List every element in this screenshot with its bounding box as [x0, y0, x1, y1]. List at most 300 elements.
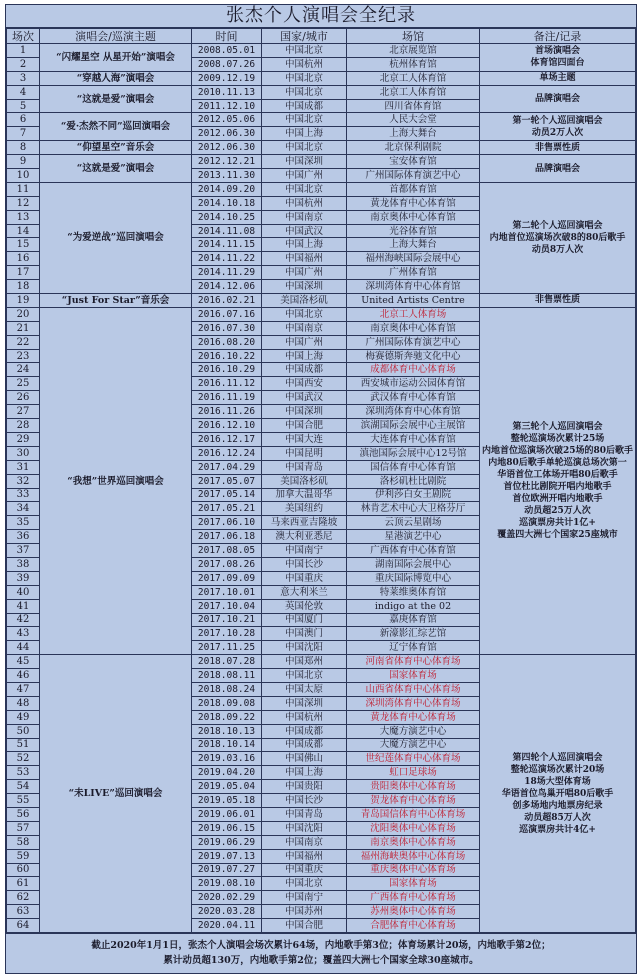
show-venue: 南京奥体中心体育场 [347, 835, 480, 849]
show-date: 2016.07.30 [192, 321, 262, 335]
show-city: 中国上海 [262, 127, 347, 141]
show-number: 18 [7, 280, 40, 294]
table-row [7, 307, 636, 321]
show-city: 中国重庆 [262, 571, 347, 585]
show-city: 中国南宁 [262, 891, 347, 905]
show-number: 53 [7, 766, 40, 780]
show-city: 中国上海 [262, 766, 347, 780]
show-city: 加拿大温哥华 [262, 488, 347, 502]
show-city: 中国昆明 [262, 446, 347, 460]
show-venue: 黄龙体育中心体育馆 [347, 196, 480, 210]
show-date: 2014.10.25 [192, 210, 262, 224]
show-date: 2014.11.08 [192, 224, 262, 238]
show-date: 2018.08.11 [192, 669, 262, 683]
show-venue: 世纪莲体育中心体育场 [347, 752, 480, 766]
show-date: 2018.07.28 [192, 655, 262, 669]
show-venue: 重庆国际博览中心 [347, 571, 480, 585]
show-city: 中国厦门 [262, 613, 347, 627]
show-date: 2010.11.13 [192, 85, 262, 99]
show-date: 2019.08.10 [192, 877, 262, 891]
show-city: 中国武汉 [262, 224, 347, 238]
header-no: 场次 [7, 29, 40, 44]
show-number: 29 [7, 432, 40, 446]
show-city: 中国杭州 [262, 710, 347, 724]
show-date: 2017.08.26 [192, 557, 262, 571]
table-row [7, 85, 636, 99]
show-date: 2019.05.04 [192, 780, 262, 794]
show-venue: 新濠影汇综艺馆 [347, 627, 480, 641]
show-number: 33 [7, 488, 40, 502]
record-notes: 第四轮个人巡回演唱会 整轮巡演场次累计20场 18场大型体育场 华语首位鸟巢开唱80后歌手 创多场地内地票房纪录 动员超85万人次 巡演票房共计4亿+ [480, 655, 636, 933]
show-date: 2017.11.25 [192, 641, 262, 655]
show-city: 中国澳门 [262, 627, 347, 641]
record-notes: 单场主题 [480, 71, 636, 85]
show-city: 中国重庆 [262, 863, 347, 877]
show-number: 28 [7, 419, 40, 433]
show-date: 2017.10.01 [192, 585, 262, 599]
show-venue: 成都体育中心体育场 [347, 363, 480, 377]
show-venue: 贵阳奥体中心体育场 [347, 780, 480, 794]
show-number: 4 [7, 85, 40, 99]
show-venue: 滇池国际会展中心12号馆 [347, 446, 480, 460]
show-number: 7 [7, 127, 40, 141]
show-city: 中国深圳 [262, 405, 347, 419]
record-notes: 第一轮个人巡回演唱会 动员2万人次 [480, 113, 636, 141]
show-city: 中国沈阳 [262, 641, 347, 655]
show-date: 2019.05.18 [192, 794, 262, 808]
show-number: 11 [7, 182, 40, 196]
concert-theme: “闪耀星空 从星开始”演唱会 [40, 44, 192, 72]
show-venue: 嘉庚体育馆 [347, 613, 480, 627]
show-date: 2017.05.21 [192, 502, 262, 516]
show-city: 中国大连 [262, 432, 347, 446]
concert-theme: “未LIVE”巡回演唱会 [40, 655, 192, 933]
header-date: 时间 [192, 29, 262, 44]
show-number: 34 [7, 502, 40, 516]
show-venue: 虹口足球场 [347, 766, 480, 780]
show-date: 2016.07.16 [192, 307, 262, 321]
show-venue: 广州国际体育演艺中心 [347, 335, 480, 349]
show-date: 2016.12.10 [192, 419, 262, 433]
show-number: 57 [7, 821, 40, 835]
show-city: 英国伦敦 [262, 599, 347, 613]
show-date: 2016.10.22 [192, 349, 262, 363]
concert-record-table-card [5, 4, 637, 974]
show-venue: 合肥体育中心体育场 [347, 919, 480, 933]
show-venue: 深圳湾体育中心体育场 [347, 696, 480, 710]
show-city: 中国杭州 [262, 196, 347, 210]
show-date: 2012.12.21 [192, 155, 262, 169]
show-city: 中国北京 [262, 71, 347, 85]
show-city: 中国佛山 [262, 752, 347, 766]
show-venue: 武汉体育中心体育馆 [347, 391, 480, 405]
show-date: 2019.04.20 [192, 766, 262, 780]
show-date: 2014.11.15 [192, 238, 262, 252]
show-venue: 重庆奥体中心体育场 [347, 863, 480, 877]
show-city: 美国纽约 [262, 502, 347, 516]
show-venue: 河南省体育中心体育场 [347, 655, 480, 669]
table-row [7, 113, 636, 127]
show-venue: 宝安体育馆 [347, 155, 480, 169]
show-date: 2016.12.17 [192, 432, 262, 446]
show-city: 中国青岛 [262, 460, 347, 474]
show-number: 2 [7, 57, 40, 71]
show-number: 39 [7, 571, 40, 585]
show-number: 20 [7, 307, 40, 321]
show-city: 中国南京 [262, 321, 347, 335]
show-number: 12 [7, 196, 40, 210]
show-venue: 光谷体育馆 [347, 224, 480, 238]
show-city: 中国深圳 [262, 696, 347, 710]
show-venue: 大连体育中心体育馆 [347, 432, 480, 446]
show-number: 56 [7, 807, 40, 821]
show-city: 中国成都 [262, 724, 347, 738]
show-number: 17 [7, 266, 40, 280]
show-venue: 西安城市运动公园体育馆 [347, 377, 480, 391]
show-venue: 福州海峡国际会展中心 [347, 252, 480, 266]
show-number: 58 [7, 835, 40, 849]
show-number: 15 [7, 238, 40, 252]
show-venue: 首都体育馆 [347, 182, 480, 196]
show-number: 44 [7, 641, 40, 655]
show-city: 中国长沙 [262, 794, 347, 808]
show-city: 中国合肥 [262, 419, 347, 433]
show-venue: 大魔方演艺中心 [347, 738, 480, 752]
show-venue: 国家体育场 [347, 877, 480, 891]
show-number: 59 [7, 849, 40, 863]
show-city: 中国成都 [262, 738, 347, 752]
show-venue: 山西省体育中心体育场 [347, 682, 480, 696]
concert-theme: “仰望星空”音乐会 [40, 141, 192, 155]
show-number: 62 [7, 891, 40, 905]
header-theme: 演唱会/巡演主题 [40, 29, 192, 44]
show-number: 49 [7, 710, 40, 724]
show-date: 2008.07.26 [192, 57, 262, 71]
show-number: 1 [7, 44, 40, 58]
table-row [7, 141, 636, 155]
show-venue: 人民大会堂 [347, 113, 480, 127]
show-date: 2017.06.10 [192, 516, 262, 530]
show-venue: 北京展览馆 [347, 44, 480, 58]
show-date: 2017.05.07 [192, 474, 262, 488]
show-city: 中国合肥 [262, 919, 347, 933]
show-city: 中国广州 [262, 169, 347, 183]
show-date: 2013.11.30 [192, 169, 262, 183]
show-city: 中国南宁 [262, 544, 347, 558]
show-number: 50 [7, 724, 40, 738]
table-row [7, 294, 636, 308]
show-date: 2017.10.28 [192, 627, 262, 641]
show-venue: 洛杉矶杜比剧院 [347, 474, 480, 488]
show-date: 2017.05.14 [192, 488, 262, 502]
show-number: 38 [7, 557, 40, 571]
show-date: 2009.12.19 [192, 71, 262, 85]
show-date: 2012.05.06 [192, 113, 262, 127]
show-city: 中国福州 [262, 252, 347, 266]
show-number: 55 [7, 794, 40, 808]
show-city: 中国深圳 [262, 280, 347, 294]
show-number: 27 [7, 405, 40, 419]
record-notes: 品牌演唱会 [480, 155, 636, 183]
show-city: 中国长沙 [262, 557, 347, 571]
show-city: 中国太原 [262, 682, 347, 696]
show-city: 中国北京 [262, 307, 347, 321]
show-date: 2018.09.08 [192, 696, 262, 710]
show-number: 19 [7, 294, 40, 308]
show-city: 中国南京 [262, 210, 347, 224]
show-city: 中国南京 [262, 835, 347, 849]
record-notes: 首场演唱会 体育馆四面台 [480, 44, 636, 72]
show-number: 47 [7, 682, 40, 696]
show-number: 64 [7, 919, 40, 933]
show-number: 5 [7, 99, 40, 113]
show-date: 2014.11.29 [192, 266, 262, 280]
show-venue: 大魔方演艺中心 [347, 724, 480, 738]
show-city: 中国西安 [262, 377, 347, 391]
show-city: 中国北京 [262, 113, 347, 127]
header-row [7, 29, 636, 44]
show-city: 中国北京 [262, 669, 347, 683]
table-row [7, 655, 636, 669]
concert-theme: “Just For Star”音乐会 [40, 294, 192, 308]
record-notes: 第二轮个人巡回演唱会 内地首位巡演场次破8的80后歌手 动员8万人次 [480, 182, 636, 293]
show-number: 52 [7, 752, 40, 766]
show-date: 2012.06.30 [192, 127, 262, 141]
show-number: 45 [7, 655, 40, 669]
show-date: 2016.10.29 [192, 363, 262, 377]
show-venue: 星港演艺中心 [347, 530, 480, 544]
show-number: 37 [7, 544, 40, 558]
show-city: 中国北京 [262, 141, 347, 155]
show-date: 2012.06.30 [192, 141, 262, 155]
show-date: 2011.12.10 [192, 99, 262, 113]
show-number: 24 [7, 363, 40, 377]
concert-theme: “穿越人海”演唱会 [40, 71, 192, 85]
show-venue: 湖南国际会展中心 [347, 557, 480, 571]
show-venue: 梅赛德斯奔驰文化中心 [347, 349, 480, 363]
show-venue: 北京工人体育馆 [347, 85, 480, 99]
show-date: 2019.07.13 [192, 849, 262, 863]
show-date: 2014.12.06 [192, 280, 262, 294]
show-number: 36 [7, 530, 40, 544]
table-body [7, 44, 636, 933]
show-number: 3 [7, 71, 40, 85]
show-number: 61 [7, 877, 40, 891]
show-date: 2017.06.18 [192, 530, 262, 544]
show-number: 40 [7, 585, 40, 599]
record-notes: 品牌演唱会 [480, 85, 636, 113]
show-venue: 南京奥体中心体育馆 [347, 321, 480, 335]
show-number: 16 [7, 252, 40, 266]
show-city: 中国苏州 [262, 905, 347, 919]
show-number: 26 [7, 391, 40, 405]
show-date: 2019.03.16 [192, 752, 262, 766]
show-venue: 云顶云星剧场 [347, 516, 480, 530]
record-notes: 第三轮个人巡回演唱会 整轮巡演场次累计25场 内地首位巡演场次破25场的80后歌手 内地80后歌手单轮巡演总场次第一 华语首位工体场开唱80后歌手 首位杜比剧院开唱内地歌手 首位欧洲开唱内地歌手 动员超25万人次 巡演票房共计1亿+ 覆盖四大洲七个国家25座城市 [480, 307, 636, 654]
show-number: 41 [7, 599, 40, 613]
show-venue: 杭州体育馆 [347, 57, 480, 71]
summary-line-2: 累计动员超130万，内地歌手第2位；覆盖四大洲七个国家全球30座城市。 [163, 955, 479, 966]
show-city: 美国洛杉矶 [262, 474, 347, 488]
show-venue: 滨湖国际会展中心主展馆 [347, 419, 480, 433]
show-date: 2016.08.20 [192, 335, 262, 349]
show-date: 2019.07.27 [192, 863, 262, 877]
show-city: 中国郑州 [262, 655, 347, 669]
show-venue: 上海大舞台 [347, 238, 480, 252]
show-date: 2018.10.13 [192, 724, 262, 738]
show-venue: 四川省体育馆 [347, 99, 480, 113]
summary-footer [6, 933, 636, 973]
show-date: 2017.10.21 [192, 613, 262, 627]
show-city: 中国贵阳 [262, 780, 347, 794]
show-venue: 北京工人体育场 [347, 307, 480, 321]
show-city: 中国深圳 [262, 155, 347, 169]
concert-table [6, 28, 636, 933]
show-venue: 林肯艺术中心大卫格芬厅 [347, 502, 480, 516]
show-number: 48 [7, 696, 40, 710]
show-city: 中国上海 [262, 349, 347, 363]
show-number: 31 [7, 460, 40, 474]
show-date: 2020.04.11 [192, 919, 262, 933]
show-venue: indigo at the 02 [347, 599, 480, 613]
page-title: 张杰个人演唱会全纪录 [6, 5, 636, 28]
show-number: 30 [7, 446, 40, 460]
show-number: 14 [7, 224, 40, 238]
concert-theme: “为爱逆战”巡回演唱会 [40, 182, 192, 293]
show-city: 中国上海 [262, 238, 347, 252]
show-date: 2008.05.01 [192, 44, 262, 58]
show-date: 2020.02.29 [192, 891, 262, 905]
show-date: 2016.02.21 [192, 294, 262, 308]
show-city: 中国青岛 [262, 807, 347, 821]
show-venue: 特莱维奥体育馆 [347, 585, 480, 599]
show-venue: 深圳湾体育中心体育馆 [347, 405, 480, 419]
summary-line-1: 截止2020年1月1日，张杰个人演唱会场次累计64场，内地歌手第3位；体育场累计20场，内地歌手第2位； [91, 940, 551, 951]
record-notes: 非售票性质 [480, 294, 636, 308]
show-number: 9 [7, 155, 40, 169]
show-date: 2016.12.24 [192, 446, 262, 460]
show-date: 2018.08.24 [192, 682, 262, 696]
show-venue: 贺龙体育中心体育场 [347, 794, 480, 808]
concert-theme: “这就是爱”演唱会 [40, 155, 192, 183]
show-city: 马来西亚吉隆坡 [262, 516, 347, 530]
show-venue: 青岛国信体育中心体育场 [347, 807, 480, 821]
header-venue: 场馆 [347, 29, 480, 44]
show-number: 32 [7, 474, 40, 488]
record-notes: 非售票性质 [480, 141, 636, 155]
show-number: 6 [7, 113, 40, 127]
show-venue: 深圳湾体育中心体育馆 [347, 280, 480, 294]
show-number: 22 [7, 335, 40, 349]
show-date: 2016.11.26 [192, 405, 262, 419]
show-venue: 北京保利剧院 [347, 141, 480, 155]
show-number: 42 [7, 613, 40, 627]
show-city: 中国北京 [262, 182, 347, 196]
show-number: 51 [7, 738, 40, 752]
show-number: 35 [7, 516, 40, 530]
concert-theme: “我想”世界巡回演唱会 [40, 307, 192, 654]
show-city: 中国武汉 [262, 391, 347, 405]
show-number: 13 [7, 210, 40, 224]
show-venue: United Artists Centre [347, 294, 480, 308]
show-venue: 广西体育中心体育馆 [347, 544, 480, 558]
show-city: 中国沈阳 [262, 821, 347, 835]
show-date: 2018.09.22 [192, 710, 262, 724]
show-venue: 广西体育中心体育场 [347, 891, 480, 905]
show-city: 中国福州 [262, 849, 347, 863]
show-date: 2017.04.29 [192, 460, 262, 474]
concert-theme: “爱·杰然不同”巡回演唱会 [40, 113, 192, 141]
show-date: 2017.10.04 [192, 599, 262, 613]
show-date: 2020.03.28 [192, 905, 262, 919]
table-row [7, 71, 636, 85]
show-date: 2014.11.22 [192, 252, 262, 266]
show-venue: 上海大舞台 [347, 127, 480, 141]
show-city: 美国洛杉矶 [262, 294, 347, 308]
show-venue: 广州体育馆 [347, 266, 480, 280]
show-number: 54 [7, 780, 40, 794]
show-number: 23 [7, 349, 40, 363]
show-number: 25 [7, 377, 40, 391]
header-city: 国家/城市 [262, 29, 347, 44]
show-date: 2014.09.20 [192, 182, 262, 196]
show-city: 澳大利亚悉尼 [262, 530, 347, 544]
show-number: 60 [7, 863, 40, 877]
show-venue: 福州海峡奥体中心体育场 [347, 849, 480, 863]
show-venue: 伊利莎白女王剧院 [347, 488, 480, 502]
table-row [7, 155, 636, 169]
show-venue: 辽宁体育馆 [347, 641, 480, 655]
show-venue: 国信体育中心体育馆 [347, 460, 480, 474]
table-row [7, 44, 636, 58]
show-date: 2016.11.19 [192, 391, 262, 405]
show-date: 2018.10.14 [192, 738, 262, 752]
show-city: 中国广州 [262, 335, 347, 349]
show-city: 中国广州 [262, 266, 347, 280]
show-date: 2014.10.18 [192, 196, 262, 210]
show-city: 中国成都 [262, 99, 347, 113]
show-city: 意大利米兰 [262, 585, 347, 599]
table-row [7, 182, 636, 196]
show-city: 中国北京 [262, 877, 347, 891]
show-number: 43 [7, 627, 40, 641]
concert-theme: “这就是爱”演唱会 [40, 85, 192, 113]
show-city: 中国成都 [262, 363, 347, 377]
show-venue: 南京奥体中心体育馆 [347, 210, 480, 224]
show-venue: 国家体育场 [347, 669, 480, 683]
header-notes: 备注/记录 [480, 29, 636, 44]
show-venue: 广州国际体育演艺中心 [347, 169, 480, 183]
show-number: 21 [7, 321, 40, 335]
show-date: 2017.09.09 [192, 571, 262, 585]
show-date: 2019.06.01 [192, 807, 262, 821]
show-venue: 北京工人体育馆 [347, 71, 480, 85]
show-date: 2019.06.29 [192, 835, 262, 849]
show-venue: 沈阳奥体中心体育场 [347, 821, 480, 835]
show-date: 2019.06.15 [192, 821, 262, 835]
show-number: 10 [7, 169, 40, 183]
show-city: 中国北京 [262, 85, 347, 99]
show-venue: 苏州奥体中心体育场 [347, 905, 480, 919]
show-number: 63 [7, 905, 40, 919]
show-number: 46 [7, 669, 40, 683]
show-venue: 黄龙体育中心体育场 [347, 710, 480, 724]
show-city: 中国北京 [262, 44, 347, 58]
show-city: 中国杭州 [262, 57, 347, 71]
show-date: 2017.08.05 [192, 544, 262, 558]
show-number: 8 [7, 141, 40, 155]
show-date: 2016.11.12 [192, 377, 262, 391]
